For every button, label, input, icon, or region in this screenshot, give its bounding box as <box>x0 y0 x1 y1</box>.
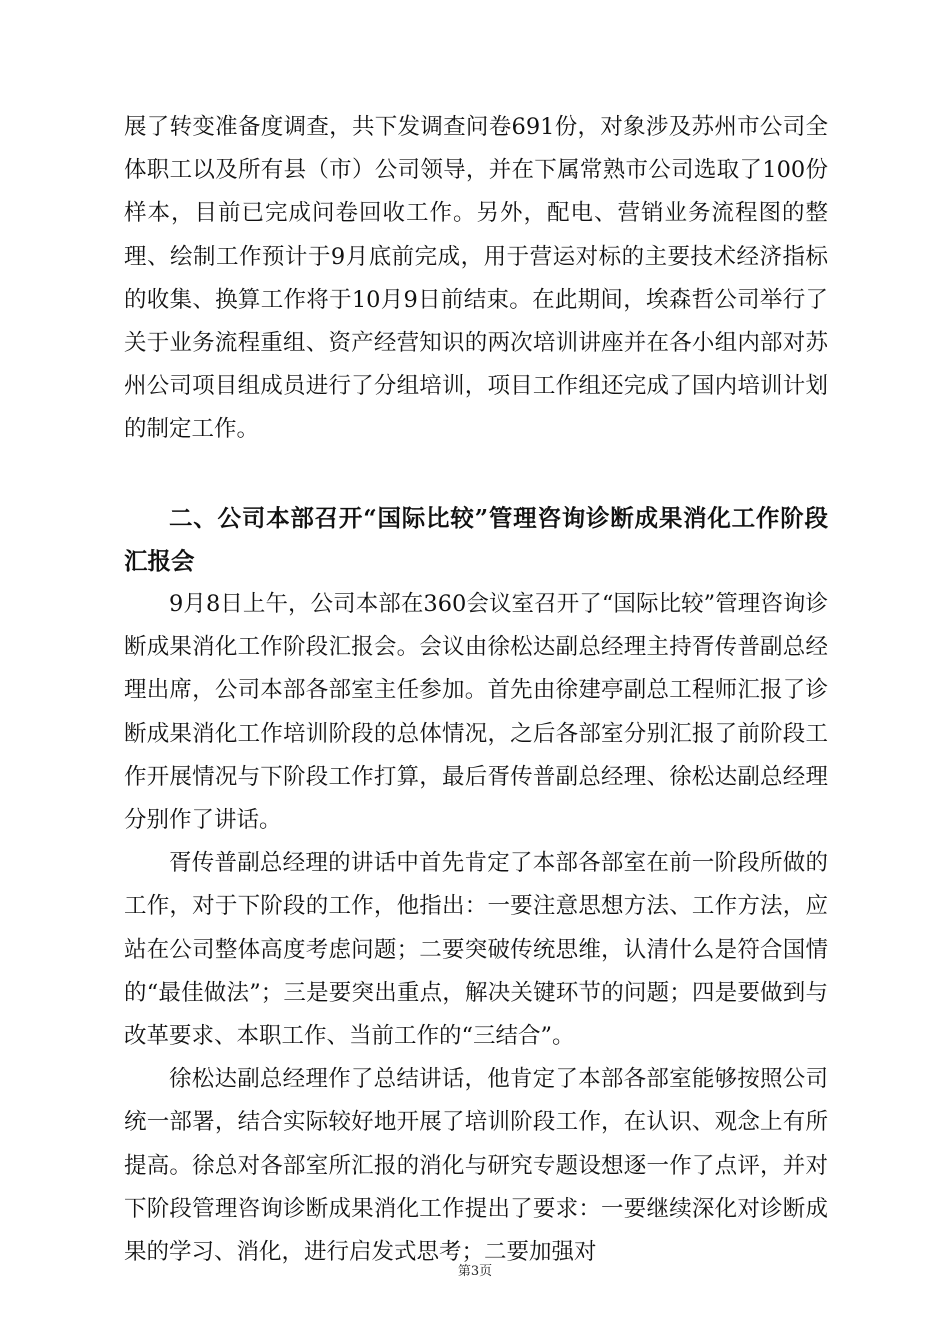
continued-paragraph: 展了转变准备度调查，共下发调查问卷691份，对象涉及苏州市公司全体职工以及所有县（市）公司领导，并在下属常熟市公司选取了100份样本，目前已完成问卷回收工作。另外，配电、营销业务流程图的整理、绘制工作预计于9月底前完成，用于营运对标的主要技术经济指标的收集、换算工作将于10月9日前结束。在此期间，埃森哲公司举行了关于业务流程重组、资产经营知识的两次培训讲座并在各小组内部对苏州公司项目组成员进行了分组培训，项目工作组还完成了国内培训计划的制定工作。 <box>124 114 828 443</box>
meeting-paragraph: 9月8日上午，公司本部在360会议室召开了“国际比较”管理咨询诊断成果消化工作阶段汇报会。会议由徐松达副总经理主持胥传普副总经理出席，公司本部各部室主任参加。首先由徐建亭副总工程师汇报了诊断成果消化工作培训阶段的总体情况，之后各部室分别汇报了前阶段工作开展情况与下阶段工作打算，最后胥传普副总经理、徐松达副总经理分别作了讲话。 <box>124 591 828 834</box>
xu-chuanpu-speech-paragraph: 胥传普副总经理的讲话中首先肯定了本部各部室在前一阶段所做的工作，对于下阶段的工作，他指出：一要注意思想方法、工作方法，应站在公司整体高度考虑问题；二要突破传统思维，认清什么是符合国情的“最佳做法”；三是要突出重点，解决关键环节的问题；四是要做到与改革要求、本职工作、当前工作的“三结合”。 <box>124 850 828 1050</box>
section-heading: 二、公司本部召开“国际比较”管理咨询诊断成果消化工作阶段汇报会 <box>124 503 828 575</box>
document-body <box>124 106 828 1274</box>
xu-songda-speech-paragraph: 徐松达副总经理作了总结讲话，他肯定了本部各部室能够按照公司统一部署，结合实际较好地开展了培训阶段工作，在认识、观念上有所提高。徐总对各部室所汇报的消化与研究专题设想逐一作了点评，并对下阶段管理咨询诊断成果消化工作提出了要求：一要继续深化对诊断成果的学习、消化，进行启发式思考；二要加强对 <box>124 1066 828 1266</box>
page-number: 第3页 <box>457 1264 493 1279</box>
